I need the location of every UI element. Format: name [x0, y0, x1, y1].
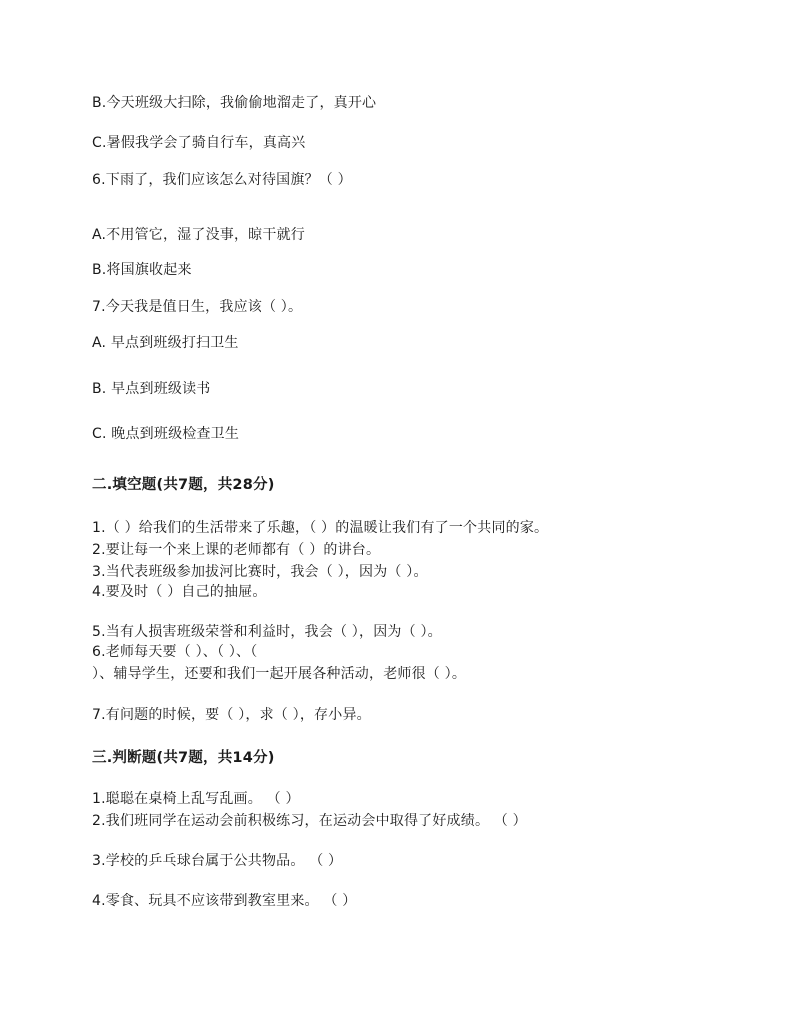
judge-item-1: 1.聪聪在桌椅上乱写乱画。 （ ） [92, 791, 300, 807]
q7-option-a: A. 早点到班级打扫卫生 [92, 335, 239, 351]
q7-option-c: C. 晚点到班级检查卫生 [92, 426, 240, 442]
fill-item-2: 2.要让每一个来上课的老师都有（ ）的讲台。 [92, 542, 381, 558]
judge-item-2: 2.我们班同学在运动会前积极练习，在运动会中取得了好成绩。 （ ） [92, 813, 527, 829]
fill-item-7: 7.有问题的时候，要（ ），求（ ），存小异。 [92, 707, 371, 723]
q6-option-a: A.不用管它，湿了没事，晾干就行 [92, 227, 305, 243]
q6-option-b: B.将国旗收起来 [92, 262, 192, 278]
section-heading-fill-in: 二.填空题(共7题，共28分) [92, 477, 275, 493]
q6-question: 6.下雨了，我们应该怎么对待国旗？（ ） [92, 172, 352, 188]
section-heading-true-false: 三.判断题(共7题，共14分) [92, 750, 275, 766]
judge-item-3: 3.学校的乒乓球台属于公共物品。 （ ） [92, 853, 343, 869]
fill-item-6-line-1: 6.老师每天要（ ）、（ ）、（ [92, 644, 258, 660]
fill-item-5: 5.当有人损害班级荣誉和利益时，我会（ ），因为（ ）。 [92, 624, 442, 640]
q5-option-b: B.今天班级大扫除，我偷偷地溜走了，真开心 [92, 95, 377, 111]
fill-item-3: 3.当代表班级参加拔河比赛时，我会（ ），因为（ ）。 [92, 564, 428, 580]
q7-option-b: B. 早点到班级读书 [92, 381, 211, 397]
judge-item-4: 4.零食、玩具不应该带到教室里来。 （ ） [92, 893, 357, 909]
fill-item-4: 4.要及时（ ）自己的抽屉。 [92, 584, 267, 600]
q7-question: 7.今天我是值日生，我应该（ ）。 [92, 299, 303, 315]
q5-option-c: C.暑假我学会了骑自行车，真高兴 [92, 135, 306, 151]
fill-item-6-line-2: ）、辅导学生，还要和我们一起开展各种活动，老师很（ ）。 [92, 666, 467, 682]
fill-item-1: 1.（ ）给我们的生活带来了乐趣，（ ）的温暖让我们有了一个共同的家。 [92, 520, 549, 536]
